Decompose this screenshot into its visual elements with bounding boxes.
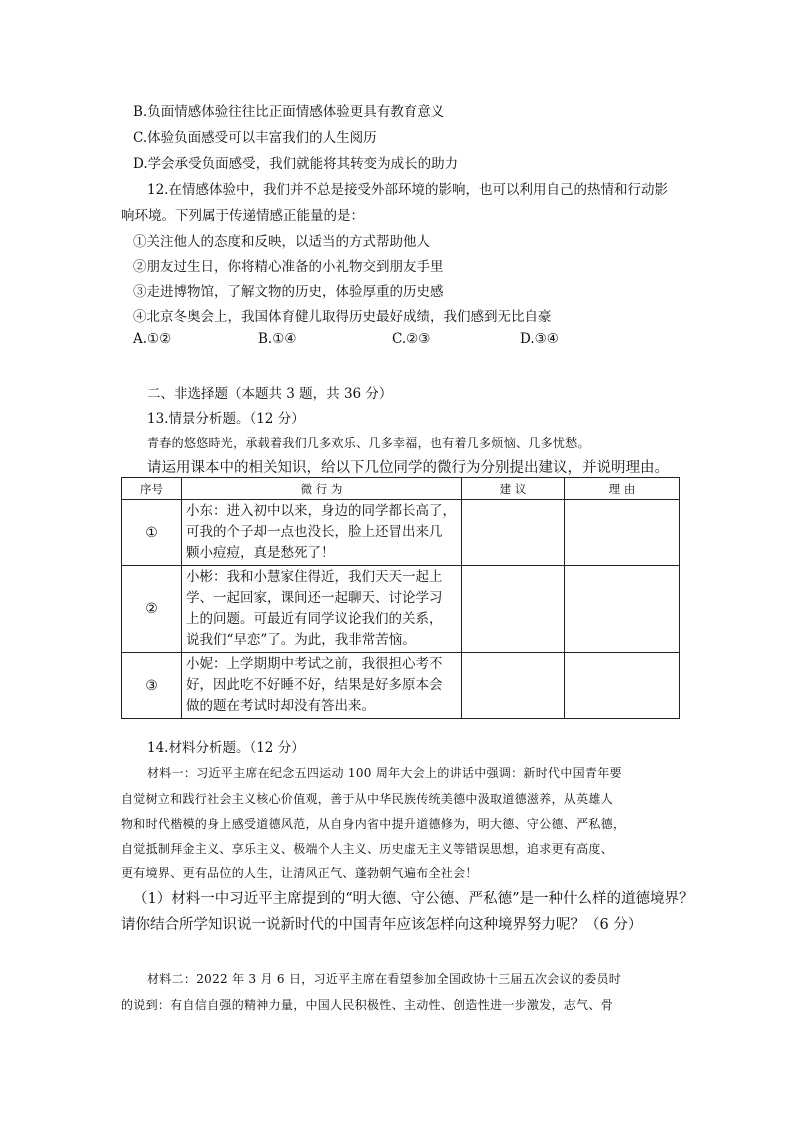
q12-item-1: ①关注他人的态度和反映，以适当的方式帮助他人 bbox=[133, 234, 430, 250]
sub-question-1-line1: （1）材料一中习近平主席提到的“明大德、守公德、严私德”是一种什么样的道德境界？ bbox=[133, 891, 694, 907]
reason-cell[interactable] bbox=[565, 500, 680, 566]
choice-b: B.①④ bbox=[258, 331, 297, 347]
q12-item-2: ②朋友过生日，你将精心准备的小礼物交到朋友手里 bbox=[133, 259, 444, 275]
q12-choices bbox=[0, 331, 794, 351]
material1-line: 物和时代楷模的身上感受道德风范，从自身内省中提升道德修为，明大德、守公德、严私德， bbox=[121, 817, 626, 831]
option-d: D.学会承受负面感受，我们就能将其转变为成长的助力 bbox=[133, 156, 459, 172]
material1-line: 自觉抵制拜金主义、享乐主义、极端个人主义、历史虚无主义等错误思想，追求更有高度、 bbox=[121, 842, 614, 856]
material2-line: 材料二：2022 年 3 月 6 日，习近平主席在看望参加全国政协十三届五次会议的委员时 bbox=[147, 972, 622, 986]
header-index: 序号 bbox=[122, 478, 182, 500]
choice-c: C.②③ bbox=[392, 331, 431, 347]
row-number: ③ bbox=[122, 653, 182, 719]
behavior-cell: 小妮：上学期期中考试之前，我很担心考不 好，因此吃不好睡不好，结果是好多原本会 做的题在考试时却没有答出来。 bbox=[182, 653, 462, 719]
q12-item-4: ④北京冬奥会上，我国体育健儿取得历史最好成绩，我们感到无比自豪 bbox=[133, 309, 552, 325]
table-header-row bbox=[122, 478, 680, 500]
option-b: B.负面情感体验往往比正面情感体验更具有教育意义 bbox=[133, 104, 445, 120]
q12-stem-line2: 响环境。下列属于传递情感正能量的是： bbox=[121, 208, 364, 224]
table-row bbox=[122, 500, 680, 566]
row-number: ① bbox=[122, 500, 182, 566]
behavior-table bbox=[121, 477, 680, 719]
behavior-cell: 小彬：我和小慧家住得近，我们天天一起上 学、一起回家，课间还一起聊天、讨论学习 上的问题。可最近有同学议论我们的关系， 说我们“早恋”了。为此，我非常苦恼。 bbox=[182, 566, 462, 653]
q13-intro: 青春的悠悠時光，承载着我们几多欢乐、几多幸福，也有着几多烦恼、几多忧愁。 bbox=[147, 436, 590, 450]
option-c: C.体验负面感受可以丰富我们的人生阅历 bbox=[133, 130, 377, 146]
q13-instruction: 请运用课本中的相关知识，给以下几位同学的微行为分别提出建议，并说明理由。 bbox=[147, 460, 669, 476]
q13-title: 13.情景分析题。（12 分） bbox=[147, 411, 305, 427]
header-suggestion: 建 议 bbox=[462, 478, 565, 500]
q12-stem-line1: 12.在情感体验中，我们并不总是接受外部环境的影响，也可以利用自己的热情和行动影 bbox=[147, 182, 668, 198]
row-number: ② bbox=[122, 566, 182, 653]
material1-line: 更有境界、更有品位的人生，让清风正气、蓬勃朝气遍布全社会！ bbox=[121, 866, 478, 880]
suggestion-cell[interactable] bbox=[462, 566, 565, 653]
q14-title: 14.材料分析题。（12 分） bbox=[147, 740, 305, 756]
material1-line: 材料一：习近平主席在纪念五四运动 100 周年大会上的讲话中强调：新时代中国青年要 bbox=[147, 766, 622, 780]
sub-question-1-line2: 请你结合所学知识说一说新时代的中国青年应该怎样向这种境界努力呢？（6 分） bbox=[121, 917, 643, 933]
header-behavior: 微 行 为 bbox=[182, 478, 462, 500]
reason-cell[interactable] bbox=[565, 653, 680, 719]
q12-item-3: ③走进博物馆，了解文物的历史，体验厚重的历史感 bbox=[133, 284, 444, 300]
choice-d: D.③④ bbox=[520, 331, 559, 347]
header-reason: 理 由 bbox=[565, 478, 680, 500]
material1-line: 自觉树立和践行社会主义核心价值观，善于从中华民族传统美德中汲取道德滋养，从英雄人 bbox=[121, 792, 614, 806]
table-row bbox=[122, 653, 680, 719]
choice-a: A.①② bbox=[133, 331, 172, 347]
suggestion-cell[interactable] bbox=[462, 653, 565, 719]
material2-line: 的说到：有自信自强的精神力量，中国人民积极性、主动性、创造性进一步激发，志气、骨 bbox=[121, 998, 614, 1012]
section-heading: 二、非选择题（本题共 3 题，共 36 分） bbox=[147, 386, 393, 402]
behavior-cell: 小东：进入初中以来，身边的同学都长高了， 可我的个子却一点也没长，脸上还冒出来几 颗小痘痘，真是愁死了！ bbox=[182, 500, 462, 566]
table-row bbox=[122, 566, 680, 653]
reason-cell[interactable] bbox=[565, 566, 680, 653]
suggestion-cell[interactable] bbox=[462, 500, 565, 566]
